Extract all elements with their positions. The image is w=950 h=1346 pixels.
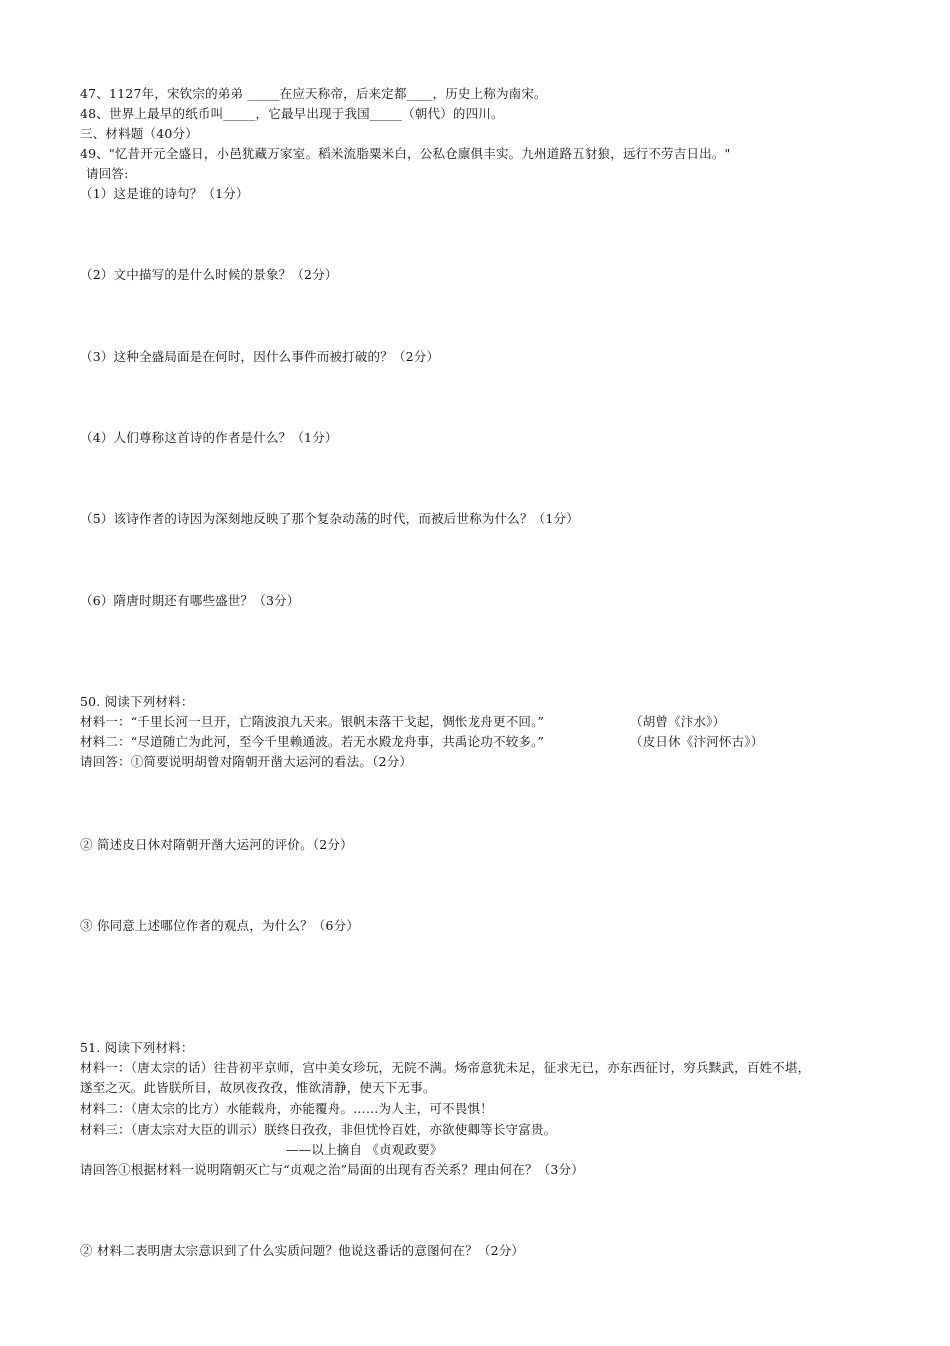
question-51-material-3: 材料三：（唐太宗对大臣的训示）朕终日孜孜，非但忧怜百姓，亦欲使卿等长守富贵。: [80, 1122, 557, 1137]
question-51-sub-1: 请回答①根据材料一说明隋朝灭亡与“贞观之治”局面的出现有否关系？理由何在？（3分）: [80, 1162, 584, 1177]
question-50-heading: 50. 阅读下列材料：: [80, 694, 194, 709]
question-49-sub-3: （3）这种全盛局面是在何时，因什么事件而被打破的？（2分）: [80, 349, 440, 364]
question-49-sub-1: （1）这是谁的诗句？（1分）: [80, 186, 249, 201]
question-50-material-1-source: （胡曾《汴水》）: [630, 714, 726, 729]
question-51-sub-2: ② 材料二表明唐太宗意识到了什么实质问题？他说这番话的意图何在？（2分）: [80, 1243, 525, 1258]
question-51-material-1-line-2: 遂至之灭。此皆朕所目，故夙夜孜孜，惟欲清静，使天下无事。: [80, 1080, 436, 1095]
question-51-material-2: 材料二：（唐太宗的比方）水能载舟，亦能覆舟。……为人主，可不畏惧！: [80, 1101, 493, 1116]
question-49-sub-4: （4）人们尊称这首诗的作者是什么？（1分）: [80, 430, 338, 445]
question-50-material-1: 材料一：“千里长河一旦开，亡隋波浪九天来。银帆未落干戈起，惆怅龙舟更不回。”: [80, 714, 545, 729]
question-50-material-2: 材料二：“尽道随亡为此河，至今千里赖通波。若无水殿龙舟事，共禹论功不较多。”: [80, 734, 545, 749]
question-51-material-1-line-1: 材料一：（唐太宗的话）往昔初平京师，宫中美女珍玩，无院不满。炀帝意犹未足，征求无已，亦东西征讨，穷兵黩武，百姓不堪，: [80, 1060, 811, 1075]
question-49-sub-5: （5）该诗作者的诗因为深刻地反映了那个复杂动荡的时代，而被后世称为什么？（1分）: [80, 511, 579, 526]
question-47: 47、1127年，宋钦宗的弟弟 _____在应天称帝，后来定都____，历史上称为南宋。: [80, 86, 547, 101]
question-49-prompt: 请回答:: [86, 166, 129, 181]
question-50-material-2-source: （皮日休《汴河怀古》）: [630, 734, 764, 749]
question-50-sub-3: ③ 你同意上述哪位作者的观点，为什么？（6分）: [80, 918, 360, 933]
question-48: 48、世界上最早的纸币叫_____，它最早出现于我国_____（朝代）的四川。: [80, 106, 504, 121]
question-51-heading: 51. 阅读下列材料：: [80, 1040, 194, 1055]
question-49-poem: 49、"忆昔开元全盛日，小邑犹藏万家室。稻米流脂粟米白，公私仓廪俱丰实。九州道路五豺狼，远行不劳吉日出。": [80, 146, 731, 161]
section-heading-materials: 三、材料题（40分）: [80, 126, 198, 141]
question-51-source: ——以上摘自 《贞观政要》: [286, 1142, 443, 1157]
question-50-sub-1: 请回答：①简要说明胡曾对隋朝开凿大运河的看法。（2分）: [80, 754, 413, 769]
question-49-sub-6: （6）隋唐时期还有哪些盛世？（3分）: [80, 593, 300, 608]
question-49-sub-2: （2）文中描写的是什么时候的景象？（2分）: [80, 267, 338, 282]
question-50-sub-2: ② 简述皮日休对隋朝开凿大运河的评价。（2分）: [80, 837, 353, 852]
